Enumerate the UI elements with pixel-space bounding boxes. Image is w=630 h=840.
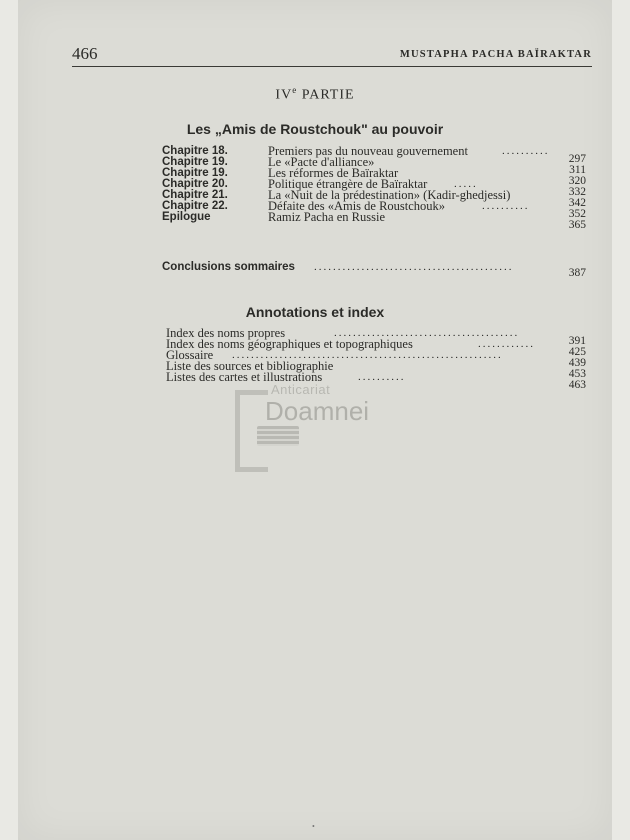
toc-entry-title: Index des noms géographiques et topographiques [166, 337, 413, 351]
toc-section-1 [162, 144, 592, 231]
toc-entry-page: 463 [568, 379, 586, 391]
leader-dots: .......................................... [314, 262, 514, 273]
toc-entry-title: Les réformes de Baïraktar [268, 166, 399, 180]
toc-entry-title: Défaite des «Amis de Roustchouk» [268, 199, 446, 213]
toc-entry-title: Ramiz Pacha en Russie [268, 210, 385, 224]
toc-entry-page: 365 [568, 219, 586, 231]
toc-entry-title: Premiers pas du nouveau gouvernement [268, 144, 468, 158]
toc-entry-title: Liste des sources et bibliographie [166, 359, 334, 373]
toc-entry-page: 297 [568, 153, 586, 165]
toc-entry-page: 453 [568, 368, 586, 380]
part-heading [0, 85, 630, 104]
leader-dots: .......... [482, 201, 530, 212]
leader-dots: ..... [454, 179, 478, 190]
toc-entry-page: 320 [568, 175, 586, 187]
conclusions-page: 387 [568, 267, 586, 279]
watermark-main-text: Doamnei [265, 396, 370, 426]
toc-entry-label: Chapitre 21. [162, 189, 228, 201]
watermark-top-text: Anticariat [271, 382, 331, 397]
toc-entry-title: Index des noms propres [166, 326, 286, 340]
watermark-logo [235, 382, 405, 462]
toc-entry-title: Le «Pacte d'alliance» [268, 155, 375, 169]
section-title-1: Les „Amis de Roustchouk" au pouvoir [186, 121, 444, 137]
part-word: PARTIE [301, 87, 355, 103]
leader-dots: ......................................................... [232, 350, 503, 361]
part-sup: e [292, 85, 298, 95]
toc-entry-page: 352 [568, 208, 586, 220]
toc-entry-title: Glossaire [166, 348, 214, 362]
toc-entry [162, 261, 592, 279]
toc-entry-title: Listes des cartes et illustrations [166, 370, 323, 384]
toc-entry-page: 391 [568, 335, 586, 347]
toc-entry-page: 439 [568, 357, 586, 369]
toc-entry-title: Politique étrangère de Baïraktar [268, 177, 428, 191]
leader-dots: ............ [478, 339, 535, 350]
toc-entry-page: 425 [568, 346, 586, 358]
page-header [72, 44, 592, 67]
toc-entry-label: Chapitre 22. [162, 200, 228, 212]
toc-entry-label: Chapitre 19. [162, 156, 228, 168]
conclusions-label: Conclusions sommaires [162, 261, 295, 273]
toc-entry-label: Chapitre 18. [162, 145, 228, 157]
toc-conclusions [162, 261, 592, 279]
page-number: 466 [72, 44, 98, 63]
part-roman: IV [275, 87, 293, 103]
leader-dots: .......... [502, 146, 550, 157]
toc-entry-page: 311 [569, 164, 586, 176]
leader-dots: ....................................... [334, 328, 520, 339]
toc-entry-label: Epilogue [162, 211, 211, 223]
running-head: MUSTAPHA PACHA BAÏRAKTAR [399, 49, 592, 60]
page-speck: • [312, 822, 315, 831]
section-title-2: Annotations et index [245, 304, 385, 320]
toc-entry-title: La «Nuit de la prédestination» (Kadir-ghedjessi) [268, 188, 511, 202]
books-icon [257, 426, 299, 446]
toc-entry-page: 342 [568, 197, 586, 209]
leader-dots: .......... [358, 372, 406, 383]
toc-entry-page: 332 [568, 186, 586, 198]
toc-entry-label: Chapitre 19. [162, 167, 228, 179]
toc-entry-label: Chapitre 20. [162, 178, 228, 190]
toc-entry [162, 210, 592, 231]
